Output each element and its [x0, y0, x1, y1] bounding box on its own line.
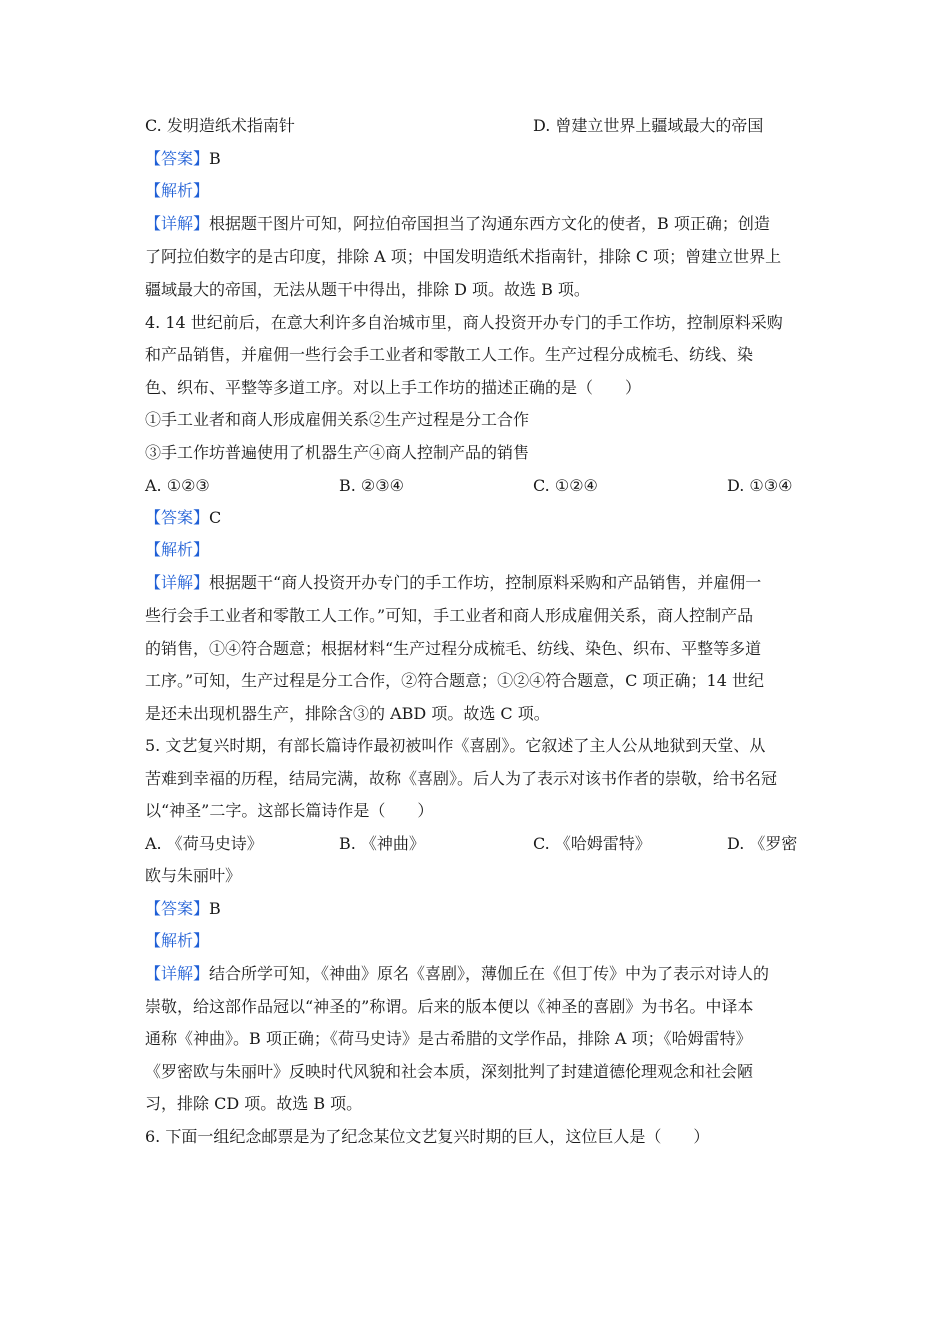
- q4-option-d: D. ①③④: [727, 476, 793, 495]
- detail-text: 根据题干“商人投资开办专门的手工作坊，控制原料采购和产品销售，并雇佣一: [209, 573, 762, 592]
- q4-answer: [145, 508, 221, 528]
- q4-detail-line: 是还未出现机器生产，排除含③的 ABD 项。故选 C 项。: [145, 704, 550, 723]
- q3-option-c: C. 发明造纸术指南针: [145, 116, 295, 135]
- q5-option-b: B. 《神曲》: [339, 834, 425, 853]
- detail-tag: 【详解】: [145, 214, 210, 233]
- q3-detail-line: [145, 214, 770, 234]
- q5-detail-line: [145, 964, 769, 984]
- q3-option-row: [145, 116, 764, 136]
- q5-detail-line: 习，排除 CD 项。故选 B 项。: [145, 1094, 363, 1113]
- q4-detail-line: 些行会手工业者和零散工人工作。”可知，手工业者和商人形成雇佣关系，商人控制产品: [145, 606, 754, 625]
- q5-detail-line: 通称《神曲》。B 项正确；《荷马史诗》是古希腊的文学作品，排除 A 项；《哈姆雷特》: [145, 1029, 752, 1048]
- q4-analysis-tag: 【解析】: [145, 540, 210, 559]
- q5-stem-line: 5. 文艺复兴时期，有部长篇诗作最初被叫作《喜剧》。它叙述了主人公从地狱到天堂、从: [145, 736, 766, 755]
- q3-analysis-tag: 【解析】: [145, 181, 210, 200]
- detail-tag: 【详解】: [145, 964, 210, 983]
- q3-detail-line: 了阿拉伯数字的是古印度，排除 A 项；中国发明造纸术指南针，排除 C 项；曾建立世界上: [145, 247, 782, 266]
- answer-tag: 【答案】: [145, 149, 210, 168]
- answer-value: B: [209, 149, 221, 168]
- detail-text: 根据题干图片可知，阿拉伯帝国担当了沟通东西方文化的使者，B 项正确；创造: [209, 214, 770, 233]
- q4-detail-line: 的销售，①④符合题意；根据材料“生产过程分成梳毛、纺线、染色、织布、平整等多道: [145, 639, 762, 658]
- q3-detail-line: 疆域最大的帝国，无法从题干中得出，排除 D 项。故选 B 项。: [145, 280, 590, 299]
- q4-stem-line: 和产品销售，并雇佣一些行会手工业者和零散工人工作。生产过程分成梳毛、纺线、染: [145, 345, 754, 364]
- q4-option-a: A. ①②③: [145, 476, 210, 495]
- q5-option-d: D. 《罗密: [727, 834, 798, 853]
- detail-text: 结合所学可知，《神曲》原名《喜剧》，薄伽丘在《但丁传》中为了表示对诗人的: [209, 964, 770, 983]
- q5-option-a: A. 《荷马史诗》: [145, 834, 263, 853]
- answer-tag: 【答案】: [145, 899, 210, 918]
- q4-option-c: C. ①②④: [533, 476, 598, 495]
- q4-detail-line: 工序。”可知，生产过程是分工合作，②符合题意；①②④符合题意，C 项正确；14 世纪: [145, 671, 764, 690]
- q4-option-b: B. ②③④: [339, 476, 404, 495]
- q5-option-c: C. 《哈姆雷特》: [533, 834, 651, 853]
- q3-option-d: D. 曾建立世界上疆域最大的帝国: [533, 116, 764, 135]
- q4-stem-line: 4. 14 世纪前后，在意大利许多自治城市里，商人投资开办专门的手工作坊，控制原料采购: [145, 313, 783, 332]
- q5-stem-line: 以“神圣”二字。这部长篇诗作是（ ）: [145, 801, 434, 820]
- q4-detail-line: [145, 573, 761, 593]
- q5-analysis-tag: 【解析】: [145, 931, 210, 950]
- q3-answer: [145, 149, 221, 169]
- q4-stem-line: ①手工业者和商人形成雇佣关系②生产过程是分工合作: [145, 410, 530, 429]
- q5-answer: [145, 899, 221, 919]
- answer-tag: 【答案】: [145, 508, 210, 527]
- q6-stem: 6. 下面一组纪念邮票是为了纪念某位文艺复兴时期的巨人，这位巨人是（ ）: [145, 1127, 710, 1146]
- q5-stem-line: 苦难到幸福的历程，结局完满，故称《喜剧》。后人为了表示对该书作者的崇敬，给书名冠: [145, 769, 778, 788]
- answer-value: B: [209, 899, 221, 918]
- detail-tag: 【详解】: [145, 573, 210, 592]
- q5-detail-line: 崇敬，给这部作品冠以“神圣的”称谓。后来的版本便以《神圣的喜剧》为书名。中译本: [145, 997, 754, 1016]
- q5-detail-line: 《罗密欧与朱丽叶》反映时代风貌和社会本质，深刻批判了封建道德伦理观念和社会陋: [145, 1062, 754, 1081]
- answer-value: C: [209, 508, 222, 527]
- q4-stem-line: 色、织布、平整等多道工序。对以上手工作坊的描述正确的是（ ）: [145, 378, 642, 397]
- q4-stem-line: ③手工作坊普遍使用了机器生产④商人控制产品的销售: [145, 443, 530, 462]
- q5-option-d-cont: 欧与朱丽叶》: [145, 866, 242, 885]
